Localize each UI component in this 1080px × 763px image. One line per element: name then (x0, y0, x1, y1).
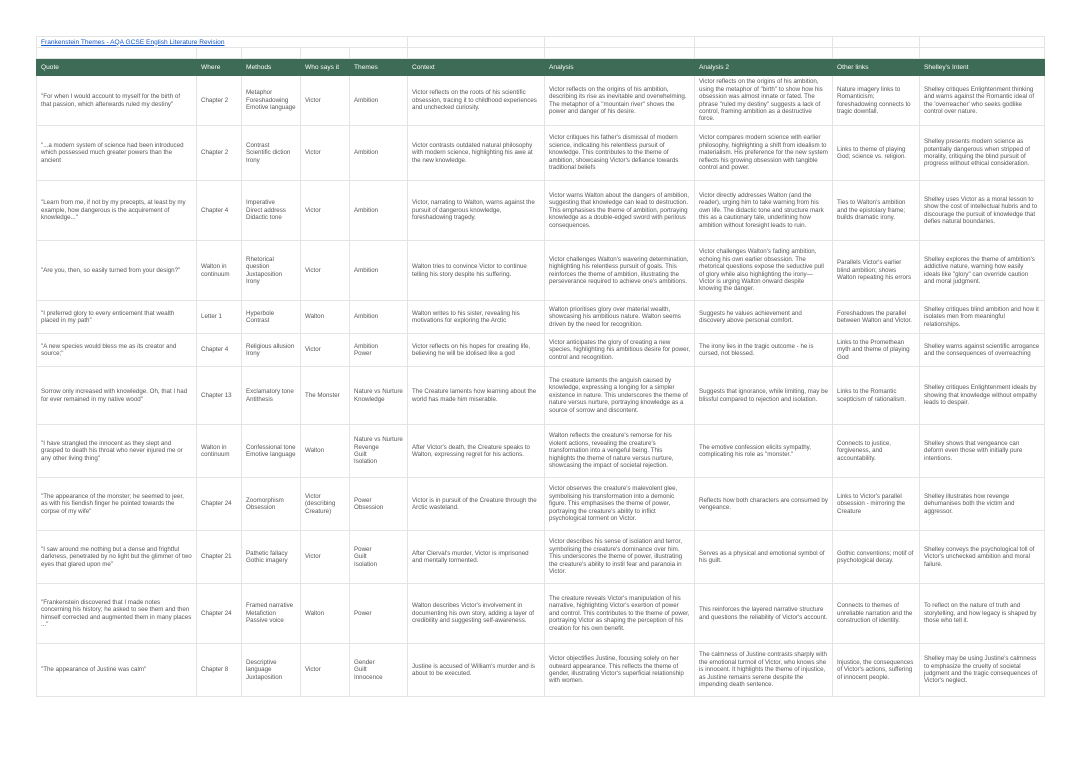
analysis-2-cell[interactable]: The emotive confession elicits sympathy, complicating his role as "monster." (695, 425, 833, 478)
themes-cell-line: Gender (354, 658, 375, 666)
methods-cell[interactable] (242, 126, 301, 181)
column-header-analysis-2[interactable]: Analysis 2 (695, 59, 833, 76)
analysis-2-cell[interactable]: Reflects how both characters are consumed by vengeance. (695, 478, 833, 531)
themes-cell-line: Guilt (354, 666, 367, 674)
methods-cell-line: Emotive language (246, 104, 296, 112)
analysis-2-cell[interactable]: The irony lies in the tragic outcome - he is cursed, not blessed. (695, 334, 833, 367)
quote-cell[interactable]: "Learn from me, if not by my precepts, at least by my example, how dangerous is the acquirement of knowledge..." (37, 181, 197, 241)
empty-cell (920, 37, 1045, 48)
themes-cell-line: Obsession (354, 504, 384, 511)
methods-cell-line: Zoomorphism (246, 496, 284, 504)
methods-cell[interactable] (242, 644, 301, 697)
where-cell[interactable]: Chapter 8 (197, 644, 242, 697)
empty-cell (920, 48, 1045, 59)
methods-cell-line: Metaphor (246, 89, 273, 97)
column-header-shelley-s-intent[interactable]: Shelley's Intent (920, 59, 1045, 76)
context-cell[interactable]: After Clerval's murder, Victor is imprisoned and mentally tormented. (408, 531, 545, 584)
methods-cell[interactable] (242, 478, 301, 531)
other-links-cell[interactable]: Nature imagery links to Romanticism; foreshadowing connects to tragic downfall. (833, 76, 920, 126)
methods-cell-line: Scientific diction (246, 149, 291, 157)
methods-cell-line: Irony (246, 156, 260, 164)
where-cell[interactable]: Chapter 13 (197, 367, 242, 425)
spreadsheet (36, 36, 1044, 697)
themes-cell-line: Power (354, 350, 372, 357)
context-cell[interactable]: Victor reflects on his hopes for creating life, believing he will be idolised like a god (408, 334, 545, 367)
context-cell[interactable]: Victor, narrating to Walton, warns against the pursuit of dangerous knowledge, foreshadowing tragedy. (408, 181, 545, 241)
methods-cell-line: Direct address (246, 206, 286, 214)
who-says-it-cell[interactable]: Victor (301, 126, 350, 181)
shelleys-intent-cell[interactable]: Shelley critiques blind ambition and how it isolates men from meaningful relationships. (920, 301, 1045, 334)
methods-cell[interactable] (242, 367, 301, 425)
methods-cell-line: Hyperbole (246, 309, 275, 317)
methods-cell[interactable] (242, 425, 301, 478)
who-says-it-cell[interactable]: Victor (301, 531, 350, 584)
analysis-cell[interactable]: Victor reflects on the origins of his ambition, describing its rise as inevitable and overwhelming. The metaphor of a "mountain river" shows the power and danger of his desire. (545, 76, 695, 126)
empty-cell (833, 48, 920, 59)
methods-cell-line: Obsession (246, 504, 276, 511)
methods-cell-line: Passive voice (246, 617, 284, 625)
who-says-it-cell[interactable]: Victor (301, 334, 350, 367)
methods-cell-line: Rhetorical question (246, 255, 274, 271)
themes-cell-line: Ambition (354, 342, 379, 350)
themes-cell-line: Ambition (354, 149, 379, 157)
shelleys-intent-cell[interactable]: Shelley may be using Justine's calmness to emphasize the cruelty of societal judgment and the tragic consequences of Victor's neglect. (920, 644, 1045, 697)
themes-cell[interactable] (350, 334, 408, 367)
themes-cell[interactable] (350, 76, 408, 126)
quote-cell[interactable]: "Are you, then, so easily turned from your design?" (37, 241, 197, 301)
context-cell[interactable]: After Victor's death, the Creature speaks to Walton, expressing regret for his actions. (408, 425, 545, 478)
empty-cell (350, 48, 408, 59)
analysis-2-cell[interactable]: Victor directly addresses Walton (and the reader), urging him to take warning from his own life. The didactic tone and structure mark this as a cautionary tale, underlining how ambition without foresight leads to ruin. (695, 181, 833, 241)
analysis-2-cell[interactable]: This reinforces the layered narrative structure and questions the reliability of Victor's account. (695, 584, 833, 644)
methods-cell-line: Didactic tone (246, 214, 282, 222)
table-row (37, 425, 1045, 478)
empty-cell (833, 37, 920, 48)
themes-table (36, 36, 1045, 697)
who-says-it-cell[interactable]: Walton (301, 584, 350, 644)
themes-cell[interactable] (350, 425, 408, 478)
analysis-cell[interactable]: Walton reflects the creature's remorse for his violent actions, revealing the creature's transformation into a vengeful being. This highlights the theme of nature versus nurture, showcasing the impact of societal rejection. (545, 425, 695, 478)
where-cell[interactable]: Chapter 24 (197, 584, 242, 644)
context-cell[interactable]: Walton writes to his sister, revealing his motivations for exploring the Arctic (408, 301, 545, 334)
methods-cell-line: Foreshadowing (246, 96, 289, 104)
themes-cell[interactable] (350, 241, 408, 301)
empty-cell (37, 48, 197, 59)
analysis-cell[interactable]: Walton prioritises glory over material wealth, showcasing his ambitious nature. Walton seems driven by the need for recognition. (545, 301, 695, 334)
context-cell[interactable]: Walton describes Victor's involvement in documenting his own story, adding a layer of credibility and suggesting self-awareness. (408, 584, 545, 644)
analysis-cell[interactable]: Victor objectifies Justine, focusing solely on her outward appearance. This reflects the theme of gender, illustrating Victor's superficial relationship with women. (545, 644, 695, 697)
shelleys-intent-cell[interactable]: Shelley uses Victor as a moral lesson to show the cost of intellectual hubris and to discourage the pursuit of knowledge that defies natural boundaries. (920, 181, 1045, 241)
shelleys-intent-cell[interactable]: Shelley critiques Enlightenment thinking and warns against the Romantic ideal of the 'overreacher' who seeks godlike control over nature. (920, 76, 1045, 126)
methods-cell-line: Religious allusion (246, 342, 295, 350)
themes-cell-line: Knowledge (354, 395, 385, 403)
other-links-cell[interactable]: Ties to Walton's ambition and the epistolary frame; builds dramatic irony. (833, 181, 920, 241)
column-header-analysis[interactable]: Analysis (545, 59, 695, 76)
quote-cell[interactable]: "Frankenstein discovered that I made notes concerning his history; he asked to see them and then himself corrected and augmented them in many places ..." (37, 584, 197, 644)
methods-cell-line: Pathetic fallacy (246, 549, 288, 557)
who-says-it-cell[interactable]: Walton (301, 425, 350, 478)
blank-row (37, 48, 1045, 59)
themes-cell[interactable] (350, 126, 408, 181)
table-row (37, 241, 1045, 301)
methods-cell-line: Gothic imagery (246, 557, 288, 564)
column-header-methods[interactable]: Methods (242, 59, 301, 76)
shelleys-intent-cell[interactable]: Shelley shows that vengeance can deform even those with initially pure intentions. (920, 425, 1045, 478)
themes-cell-line: Ambition (354, 206, 379, 214)
methods-cell[interactable] (242, 531, 301, 584)
methods-cell[interactable] (242, 181, 301, 241)
who-says-it-cell[interactable]: The Monster (301, 367, 350, 425)
other-links-cell[interactable]: Foreshadows the parallel between Walton and Victor. (833, 301, 920, 334)
shelleys-intent-cell[interactable]: Shelley critiques Enlightenment ideals by showing that knowledge without empathy leads to despair. (920, 367, 1045, 425)
column-header-where[interactable]: Where (197, 59, 242, 76)
themes-cell[interactable] (350, 531, 408, 584)
themes-cell[interactable] (350, 367, 408, 425)
themes-cell[interactable] (350, 181, 408, 241)
context-cell[interactable]: Victor reflects on the roots of his scientific obsession, tracing it to childhood experiences and unchecked curiosity. (408, 76, 545, 126)
other-links-cell[interactable]: Links to Victor's parallel obsession - mirroring the Creature (833, 478, 920, 531)
analysis-cell[interactable]: The creature laments the anguish caused by knowledge, expressing a longing for a simpler existence in nature. This underscores the theme of nature versus nurture, portraying knowledge as a source of sorrow and discontent. (545, 367, 695, 425)
table-row (37, 126, 1045, 181)
themes-cell-line: Isolation (354, 560, 378, 568)
methods-cell[interactable] (242, 76, 301, 126)
table-row (37, 301, 1045, 334)
methods-cell-line: Antithesis (246, 395, 273, 403)
table-row (37, 181, 1045, 241)
analysis-2-cell[interactable]: Serves as a physical and emotional symbol of his guilt. (695, 531, 833, 584)
other-links-cell[interactable]: Injustice, the consequences of Victor's actions, suffering of innocent people. (833, 644, 920, 697)
table-row (37, 531, 1045, 584)
table-body (37, 76, 1045, 697)
methods-cell-line: Juxtaposition (246, 673, 283, 681)
where-cell[interactable]: Chapter 4 (197, 181, 242, 241)
where-cell[interactable]: Chapter 24 (197, 478, 242, 531)
table-row (37, 334, 1045, 367)
column-header-who-says-it[interactable]: Who says it (301, 59, 350, 76)
who-says-it-cell[interactable]: Victor (describing Creature) (301, 478, 350, 531)
where-cell[interactable]: Walton in continuum (197, 425, 242, 478)
analysis-2-cell[interactable]: Victor reflects on the origins of his ambition, using the metaphor of "birth" to show how his obsession was almost innate or fated. The phrase "ruled my destiny" suggests a lack of control, framing ambition as a destructive force. (695, 76, 833, 126)
shelleys-intent-cell[interactable]: Shelley presents modern science as potentially dangerous when stripped of morality, critiquing the blind pursuit of progress without ethical consideration. (920, 126, 1045, 181)
title-row (37, 37, 1045, 48)
empty-cell (545, 48, 695, 59)
analysis-2-cell[interactable]: Victor compares modern science with earlier philosophy, highlighting a shift from idealism to materialism. His preference for the new system reflects his growing obsession with tangible control and power. (695, 126, 833, 181)
other-links-cell[interactable]: Parallels Victor's earlier blind ambition; shows Walton repeating his errors (833, 241, 920, 301)
analysis-cell[interactable]: The creature reveals Victor's manipulation of his narrative, highlighting Victor's exertion of power and control. This contributes to the theme of power, portraying Victor as shaping the perception of his creation for his own benefit. (545, 584, 695, 644)
themes-cell-line: Ambition (354, 266, 379, 274)
methods-cell-line: Descriptive language (246, 658, 277, 674)
other-links-cell[interactable]: Gothic conventions; motif of psychological decay. (833, 531, 920, 584)
analysis-2-cell[interactable]: Suggests that ignorance, while limiting, may be blissful compared to rejection and isolation. (695, 367, 833, 425)
table-row (37, 478, 1045, 531)
analysis-2-cell[interactable]: The calmness of Justine contrasts sharply with the emotional turmoil of Victor, who knows she is innocent. It highlights the theme of injustice, as Justine remains serene despite the impending death sentence. (695, 644, 833, 697)
analysis-cell[interactable]: Victor critiques his father's dismissal of modern science, indicating his relentless pursuit of knowledge. This contributes to the theme of ambition, showcasing Victor's defiance towards traditional beliefs (545, 126, 695, 181)
table-row (37, 584, 1045, 644)
empty-cell (408, 48, 545, 59)
where-cell[interactable]: Chapter 21 (197, 531, 242, 584)
where-cell[interactable]: Chapter 2 (197, 126, 242, 181)
who-says-it-cell[interactable]: Victor (301, 644, 350, 697)
themes-cell-line: Power (354, 609, 372, 617)
shelleys-intent-cell[interactable]: Shelley explores the theme of ambition's addictive nature, warning how easily ideals like "glory" can override caution and moral judgment. (920, 241, 1045, 301)
methods-cell-line: Irony (246, 277, 260, 285)
other-links-cell[interactable]: Connects to justice, forgiveness, and accountability. (833, 425, 920, 478)
analysis-cell[interactable]: Victor warns Walton about the dangers of ambition, suggesting that knowledge can lead to destruction. This emphasises the theme of ambition, portraying knowledge as a double-edged sword with perilous consequences. (545, 181, 695, 241)
methods-cell-line: Contrast (246, 141, 270, 149)
methods-cell-line: Juxtaposition (246, 270, 283, 278)
empty-cell (695, 37, 833, 48)
quote-cell[interactable]: "...a modern system of science had been introduced which possessed much greater powers than the ancient (37, 126, 197, 181)
quote-cell[interactable]: Sorrow only increased with knowledge. Oh, that I had for ever remained in my native wood" (37, 367, 197, 425)
themes-cell-line: Isolation (354, 458, 378, 466)
analysis-2-cell[interactable]: Victor challenges Walton's fading ambition, echoing his own earlier obsession. The rhetorical questions expose the seductive pull of glory while also highlighting the irony—Victor is urging Walton onward despite knowing the danger. (695, 241, 833, 301)
quote-cell[interactable]: "I preferred glory to every enticement that wealth placed in my path" (37, 301, 197, 334)
themes-cell[interactable] (350, 478, 408, 531)
sheet-title-link[interactable]: Frankenstein Themes - AQA GCSE English Literature Revision (37, 37, 408, 48)
methods-cell[interactable] (242, 334, 301, 367)
methods-cell-line: Emotive language (246, 451, 296, 458)
quote-cell[interactable]: "The appearance of Justine was calm" (37, 644, 197, 697)
methods-cell-line: Metafiction (246, 609, 276, 617)
quote-cell[interactable]: "The appearance of the monster; he seemed to jeer, as with his fiendish finger he pointed towards the corpse of my wife" (37, 478, 197, 531)
themes-cell[interactable] (350, 301, 408, 334)
themes-cell-line: Power (354, 496, 372, 504)
who-says-it-cell[interactable]: Walton (301, 301, 350, 334)
context-cell[interactable]: Justine is accused of William's murder and is about to be executed. (408, 644, 545, 697)
other-links-cell[interactable]: Connects to themes of unreliable narration and the construction of identity. (833, 584, 920, 644)
column-header-themes[interactable]: Themes (350, 59, 408, 76)
themes-cell-line: Revenge (354, 443, 379, 451)
context-cell[interactable]: Victor contrasts outdated natural philosophy with modern science, highlighting his awe at the new knowledge. (408, 126, 545, 181)
other-links-cell[interactable]: Links to the Romantic scepticism of rationalism. (833, 367, 920, 425)
themes-cell-line: Ambition (354, 313, 379, 321)
column-header-other-links[interactable]: Other links (833, 59, 920, 76)
methods-cell-line: Irony (246, 350, 260, 357)
themes-cell-line: Nature vs Nurture (354, 436, 403, 444)
other-links-cell[interactable]: Links to theme of playing God; science vs. religion. (833, 126, 920, 181)
context-cell[interactable]: The Creature laments how learning about the world has made him miserable. (408, 367, 545, 425)
empty-cell (695, 48, 833, 59)
methods-cell[interactable] (242, 584, 301, 644)
table-row (37, 76, 1045, 126)
methods-cell-line: Imperative (246, 199, 275, 207)
methods-cell[interactable] (242, 241, 301, 301)
themes-cell-line: Power (354, 545, 372, 553)
analysis-cell[interactable]: Victor describes his sense of isolation and terror, symbolising the creature's dominance over him. This underscores the theme of power, illustrating the creature's ability to instil fear and paranoia in Victor. (545, 531, 695, 584)
shelleys-intent-cell[interactable]: Shelley conveys the psychological toll of Victor's unchecked ambition and moral failure. (920, 531, 1045, 584)
header-row (37, 59, 1045, 76)
methods-cell[interactable] (242, 301, 301, 334)
empty-cell (242, 48, 301, 59)
analysis-cell[interactable]: Victor observes the creature's malevolent glee, symbolising his transformation into a demonic figure. This emphasises the theme of power, portraying the creature's ability to inflict psychological torment on Victor. (545, 478, 695, 531)
analysis-cell[interactable]: Victor anticipates the glory of creating a new species, highlighting his ambitious desire for power, control and recognition. (545, 334, 695, 367)
quote-cell[interactable]: "I have strangled the innocent as they slept and grasped to death his throat who never injured me or any other living thing" (37, 425, 197, 478)
table-row (37, 367, 1045, 425)
quote-cell[interactable]: "I saw around me nothing but a dense and frightful darkness, penetrated by no light but the glimmer of two eyes that glared upon me" (37, 531, 197, 584)
methods-cell-line: Framed narrative (246, 602, 294, 610)
empty-cell (301, 48, 350, 59)
who-says-it-cell[interactable]: Victor (301, 181, 350, 241)
other-links-cell[interactable]: Links to the Promethean myth and theme of playing God (833, 334, 920, 367)
where-cell[interactable]: Letter 1 (197, 301, 242, 334)
themes-cell[interactable] (350, 644, 408, 697)
empty-cell (408, 37, 545, 48)
where-cell[interactable]: Chapter 4 (197, 334, 242, 367)
analysis-cell[interactable]: Victor challenges Walton's wavering determination, highlighting his relentless pursuit of goals. This reinforces the theme of ambition, illustrating the perseverance required to achieve one's ambitions. (545, 241, 695, 301)
analysis-2-cell[interactable]: Suggests he values achievement and discovery above personal comfort. (695, 301, 833, 334)
context-cell[interactable]: Walton tries to convince Victor to continue telling his story despite his suffering. (408, 241, 545, 301)
methods-cell-line: Exclamatory tone (246, 388, 294, 396)
empty-cell (197, 48, 242, 59)
methods-cell-line: Confessional tone (246, 443, 296, 451)
methods-cell-line: Contrast (246, 317, 270, 324)
who-says-it-cell[interactable]: Victor (301, 76, 350, 126)
shelleys-intent-cell[interactable]: Shelley illustrates how revenge dehumanises both the victim and aggressor. (920, 478, 1045, 531)
column-header-quote[interactable]: Quote (37, 59, 197, 76)
where-cell[interactable]: Chapter 2 (197, 76, 242, 126)
themes-cell[interactable] (350, 584, 408, 644)
quote-cell[interactable]: "A new species would bless me as its creator and source;" (37, 334, 197, 367)
column-header-context[interactable]: Context (408, 59, 545, 76)
shelleys-intent-cell[interactable]: Shelley warns against scientific arrogance and the consequences of overreaching (920, 334, 1045, 367)
table-row (37, 644, 1045, 697)
themes-cell-line: Guilt (354, 451, 367, 458)
shelleys-intent-cell[interactable]: To reflect on the nature of truth and storytelling, and how legacy is shaped by those who tell it. (920, 584, 1045, 644)
themes-cell-line: Innocence (354, 673, 383, 681)
who-says-it-cell[interactable]: Victor (301, 241, 350, 301)
themes-cell-line: Ambition (354, 96, 379, 104)
quote-cell[interactable]: "For when I would account to myself for the birth of that passion, which afterwards ruled my destiny" (37, 76, 197, 126)
themes-cell-line: Guilt (354, 553, 367, 561)
context-cell[interactable]: Victor is in pursuit of the Creature through the Arctic wasteland. (408, 478, 545, 531)
where-cell[interactable]: Walton in continuum (197, 241, 242, 301)
empty-cell (545, 37, 695, 48)
themes-cell-line: Nature vs Nurture (354, 388, 403, 396)
